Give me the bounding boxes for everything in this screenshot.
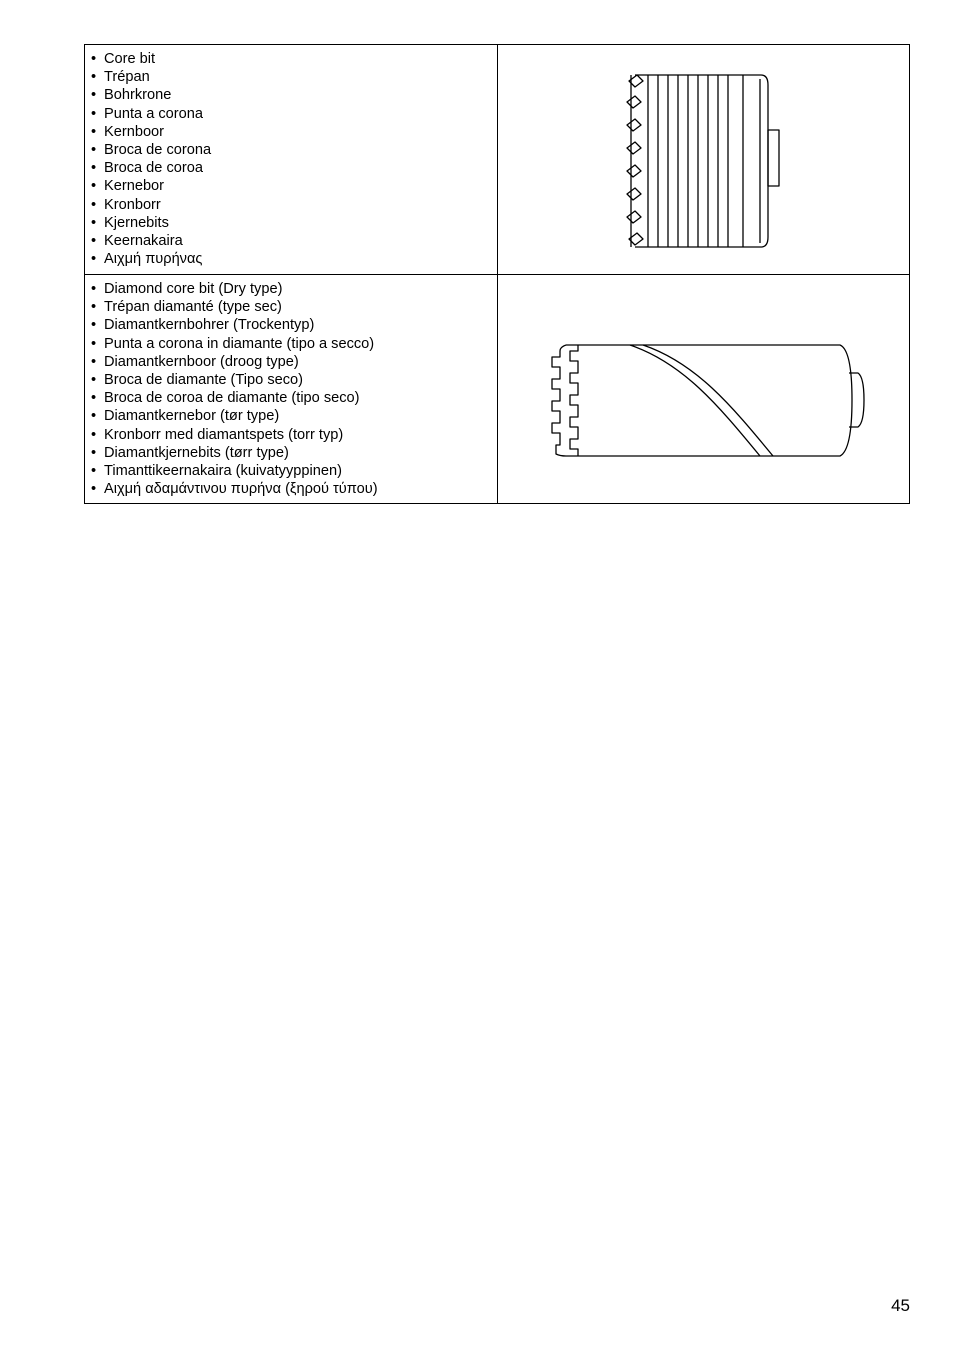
names-cell-diamond-core-bit	[85, 275, 498, 504]
list-item: • Αιχμή πυρήνας	[91, 250, 497, 268]
list-item: • Diamantkernboor (droog type)	[91, 353, 497, 371]
list-item: • Broca de corona	[91, 141, 497, 159]
accessory-table	[84, 44, 910, 504]
list-item: • Trépan	[91, 68, 497, 86]
list-item: • Broca de diamante (Tipo seco)	[91, 371, 497, 389]
names-list-core-bit	[85, 45, 497, 268]
list-item: • Punta a corona in diamante (tipo a secco)	[91, 335, 497, 353]
list-item: • Kjernebits	[91, 214, 497, 232]
list-item: • Αιχμή αδαμάντινου πυρήνα (ξηρού τύπου)	[91, 480, 497, 498]
table-row	[85, 275, 910, 504]
names-list-diamond-core-bit	[85, 275, 497, 498]
list-item: • Diamantkernebor (tør type)	[91, 407, 497, 425]
table-row	[85, 45, 910, 275]
names-cell-core-bit	[85, 45, 498, 275]
list-item: • Core bit	[91, 50, 497, 68]
list-item: • Kernboor	[91, 123, 497, 141]
list-item: • Timanttikeernakaira (kuivatyyppinen)	[91, 462, 497, 480]
list-item: • Diamantkjernebits (tørr type)	[91, 444, 497, 462]
core-bit-drawing	[498, 45, 910, 274]
list-item: • Keernakaira	[91, 232, 497, 250]
list-item: • Kronborr	[91, 196, 497, 214]
list-item: • Diamond core bit (Dry type)	[91, 280, 497, 298]
list-item: • Trépan diamanté (type sec)	[91, 298, 497, 316]
page-number: 45	[891, 1296, 910, 1315]
list-item: • Diamantkernbohrer (Trockentyp)	[91, 316, 497, 334]
list-item: • Kronborr med diamantspets (torr typ)	[91, 426, 497, 444]
image-cell-diamond-core-bit	[498, 275, 910, 504]
list-item: • Kernebor	[91, 177, 497, 195]
image-cell-core-bit	[498, 45, 910, 275]
list-item: • Broca de coroa de diamante (tipo seco)	[91, 389, 497, 407]
list-item: • Punta a corona	[91, 105, 497, 123]
diamond-core-bit-drawing	[498, 275, 910, 503]
list-item: • Bohrkrone	[91, 86, 497, 104]
list-item: • Broca de coroa	[91, 159, 497, 177]
